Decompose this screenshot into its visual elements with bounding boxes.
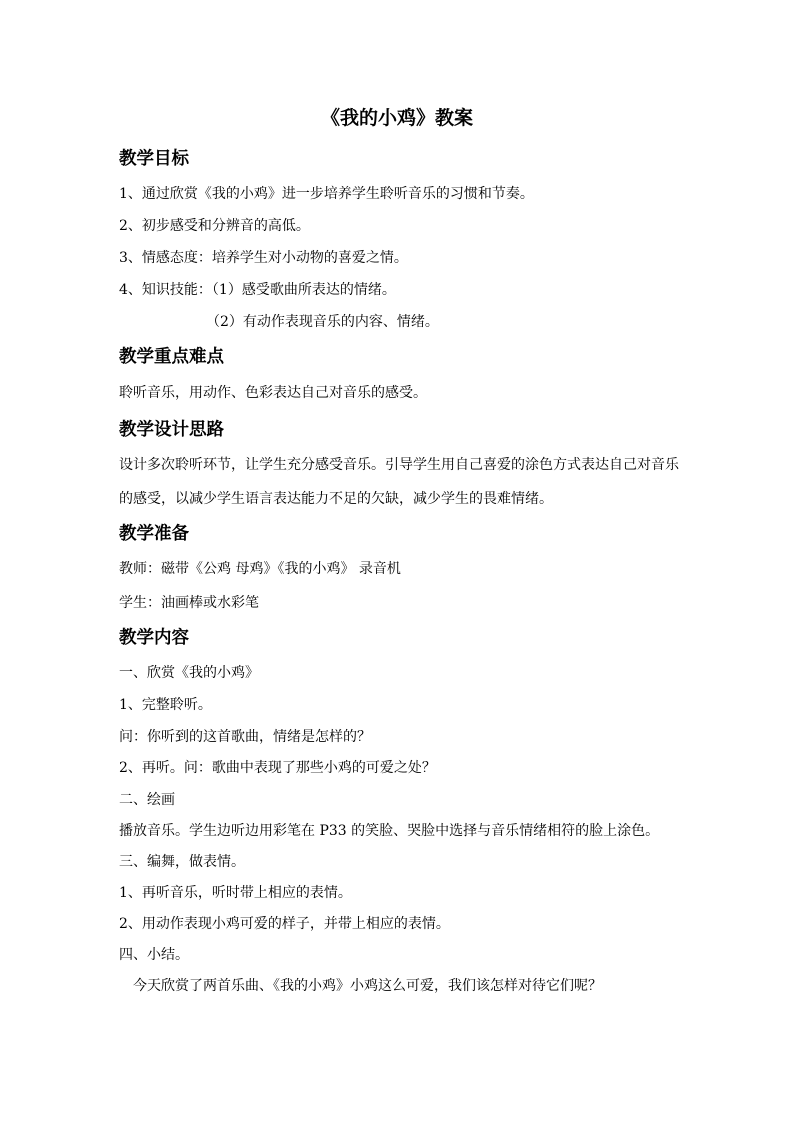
- content-line-7: 三、编舞，做表情。: [119, 854, 245, 870]
- preparation-teacher: 教师：磁带《公鸡 母鸡》《我的小鸡》 录音机: [119, 561, 401, 577]
- goal-item-3: 3、情感态度：培养学生对小动物的喜爱之情。: [119, 250, 408, 266]
- content-line-10: 四、小结。: [119, 947, 189, 963]
- goal-item-4: 4、知识技能：（1）感受歌曲所表达的情绪。: [119, 282, 396, 298]
- design-line-1: 设计多次聆听环节，让学生充分感受音乐。引导学生用自己喜爱的涂色方式表达自己对音乐: [119, 457, 679, 473]
- key-points-text: 聆听音乐，用动作、色彩表达自己对音乐的感受。: [119, 385, 427, 401]
- section-heading-key-points: 教学重点难点: [119, 347, 224, 367]
- goal-item-4-sub: （2）有动作表现音乐的内容、情绪。: [206, 314, 439, 330]
- document-title: 《我的小鸡》教案: [320, 107, 473, 129]
- content-line-1: 一、欣赏《我的小鸡》: [119, 665, 259, 681]
- section-heading-preparation: 教学准备: [119, 524, 189, 544]
- goal-item-1: 1、通过欣赏《我的小鸡》进一步培养学生聆听音乐的习惯和节奏。: [119, 186, 534, 202]
- goal-item-2: 2、初步感受和分辨音的高低。: [119, 218, 310, 234]
- section-heading-content: 教学内容: [119, 628, 189, 648]
- content-line-5: 二、绘画: [119, 792, 175, 808]
- content-line-9: 2、用动作表现小鸡可爱的样子，并带上相应的表情。: [119, 916, 450, 932]
- preparation-student: 学生：油画棒或水彩笔: [119, 595, 259, 611]
- section-heading-design: 教学设计思路: [119, 420, 224, 440]
- section-heading-goals: 教学目标: [119, 149, 189, 169]
- content-line-11: 今天欣赏了两首乐曲、《我的小鸡》小鸡这么可爱，我们该怎样对待它们呢？: [133, 978, 602, 994]
- content-line-3: 问：你听到的这首歌曲，情绪是怎样的？: [119, 729, 371, 745]
- content-line-8: 1、再听音乐，听时带上相应的表情。: [119, 885, 352, 901]
- design-line-2: 的感受，以减少学生语言表达能力不足的欠缺，减少学生的畏难情绪。: [119, 491, 553, 507]
- content-line-2: 1、完整聆听。: [119, 697, 212, 713]
- content-line-4: 2、再听。问：歌曲中表现了那些小鸡的可爱之处？: [119, 760, 436, 776]
- content-line-6: 播放音乐。学生边听边用彩笔在 P33 的笑脸、哭脸中选择与音乐情绪相符的脸上涂色。: [119, 823, 660, 839]
